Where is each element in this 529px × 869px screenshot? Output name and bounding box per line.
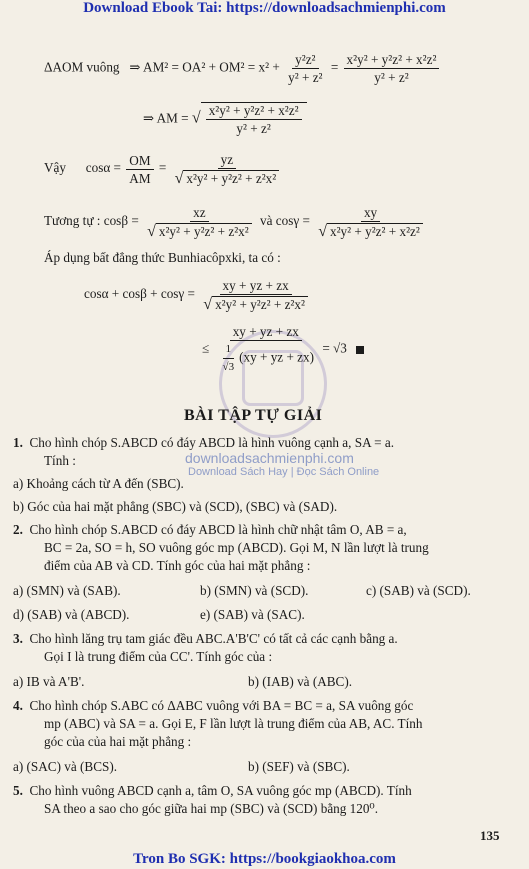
numerator: xz xyxy=(190,205,208,222)
exercise-4b: b) (SEF) và (SBC). xyxy=(248,759,350,774)
denominator xyxy=(315,222,426,239)
text: cosα + cosβ + cosγ = xyxy=(84,286,195,302)
page-number: 135 xyxy=(480,828,500,843)
exercise-2-cont2: điểm của AB và CD. Tính góc của hai mặt phẳng : xyxy=(44,558,311,573)
text: (xy + yz + zx) xyxy=(239,349,315,365)
text: Cho hình chóp S.ABCD có đáy ABCD là hình chữ nhật tâm O, AB = a, xyxy=(29,522,407,537)
text: cosα = xyxy=(85,160,121,176)
radicand: x²y² + y²z² + x²z² xyxy=(327,223,423,239)
formula-line-3 xyxy=(44,152,284,186)
formula-line-1 xyxy=(44,52,441,85)
exercise-5-cont: SA theo a sao cho góc giữa hai mp (SBC) và (SCD) bằng 120⁰. xyxy=(44,801,379,816)
exercise-4 xyxy=(13,698,413,713)
exercise-2b: b) (SMN) và (SCD). xyxy=(200,583,309,598)
fraction xyxy=(206,103,302,136)
text: ≤ xyxy=(202,340,210,356)
exercise-number: 2. xyxy=(13,522,23,537)
exercise-4-cont2: góc của của hai mặt phẳng : xyxy=(44,734,192,749)
fraction xyxy=(172,152,283,186)
exercise-4-cont: mp (ABC) và SA = a. Gọi E, F lần lượt là trung điểm của AB, AC. Tính xyxy=(44,716,423,731)
footer-link[interactable]: Tron Bo SGK: https://bookgiaokhoa.com xyxy=(133,851,396,867)
section-title: BÀI TẬP TỰ GIẢI xyxy=(184,407,323,424)
sqrt-icon: √ xyxy=(191,109,201,127)
denominator: y² + z² xyxy=(374,70,409,85)
text: = √3 xyxy=(322,340,347,356)
exercise-2d: d) (SAB) và (ABCD). xyxy=(13,607,130,622)
fraction xyxy=(285,52,325,85)
watermark-url: downloadsachmienphi.com xyxy=(185,450,354,466)
exercise-3-cont: Gọi I là trung điểm của CC'. Tính góc của : xyxy=(44,649,273,664)
numerator: 1 xyxy=(223,342,235,359)
formula-line-7 xyxy=(202,324,364,375)
denominator: AM xyxy=(129,170,151,186)
text: và cosγ = xyxy=(260,213,310,229)
fraction xyxy=(144,205,255,239)
exercise-2-cont: BC = 2a, SO = h, SO vuông góc mp (ABCD). Gọi M, N lần lượt là trung xyxy=(44,540,429,555)
text: Cho hình chóp S.ABCD có đáy ABCD là hình vuông cạnh a, SA = a. xyxy=(29,435,395,450)
denominator: y² + z² xyxy=(288,70,323,85)
denominator xyxy=(200,295,311,312)
denominator xyxy=(144,222,255,239)
formula-line-6 xyxy=(84,278,313,312)
text: Cho hình vuông ABCD cạnh a, tâm O, SA vuông góc mp (ABCD). Tính xyxy=(29,783,412,798)
exercise-3b: b) (IAB) và (ABC). xyxy=(248,674,353,689)
fraction xyxy=(200,278,311,312)
text: Tương tự : xyxy=(44,213,101,229)
formula-line-4 xyxy=(44,205,428,239)
sqrt-icon: √ xyxy=(147,223,156,240)
denominator xyxy=(215,341,317,375)
fraction xyxy=(215,324,317,375)
numerator: xy xyxy=(361,205,380,222)
numerator: OM xyxy=(126,153,153,170)
fraction xyxy=(126,153,153,186)
fraction xyxy=(344,52,440,85)
exercise-number: 4. xyxy=(13,698,23,713)
exercise-1b: b) Góc của hai mặt phẳng (SBC) và (SCD), (SBC) và (SAD). xyxy=(13,499,338,514)
denominator: √3 xyxy=(222,361,235,373)
radicand xyxy=(201,102,307,136)
radicand: x²y² + y²z² + z²x² xyxy=(156,223,252,239)
radicand: x²y² + y²z² + z²x² xyxy=(212,296,308,312)
exercise-4a: a) (SAC) và (BCS). xyxy=(13,759,118,774)
exercise-3 xyxy=(13,631,398,646)
header-link[interactable]: Download Ebook Tai: https://downloadsachmienphi.com xyxy=(83,0,446,16)
exercise-3a: a) IB và A'B'. xyxy=(13,674,85,689)
exercise-number: 1. xyxy=(13,435,23,450)
numerator: xy + yz + zx xyxy=(230,324,302,341)
exercise-1-cont: Tính : xyxy=(44,453,76,468)
text: Cho hình lăng trụ tam giác đều ABC.A'B'C' có tất cả các cạnh bằng a. xyxy=(29,631,398,646)
watermark-tagline: Download Sách Hay | Đọc Sách Online xyxy=(188,466,380,478)
numerator: x²y² + y²z² + x²z² xyxy=(344,52,440,69)
text: ΔAOM vuông xyxy=(44,59,120,75)
text: ⇒ AM = xyxy=(143,110,189,126)
text: = xyxy=(330,59,339,75)
exercise-number: 3. xyxy=(13,631,23,646)
text: Cho hình chóp S.ABC có ΔABC vuông với BA = BC = a, SA vuông góc xyxy=(29,698,414,713)
text: cosβ = xyxy=(103,213,139,229)
exercise-2a: a) (SMN) và (SAB). xyxy=(13,583,121,598)
numerator: yz xyxy=(218,152,236,169)
radicand: x²y² + y²z² + z²x² xyxy=(183,170,279,186)
denominator: y² + z² xyxy=(236,121,271,136)
end-of-proof-icon xyxy=(356,346,364,354)
exercise-1a: a) Khoảng cách từ A đến (SBC). xyxy=(13,476,184,491)
exercise-5 xyxy=(13,783,412,798)
numerator: y²z² xyxy=(292,52,318,69)
exercise-1 xyxy=(13,435,394,450)
numerator: x²y² + y²z² + x²z² xyxy=(206,103,302,120)
numerator: xy + yz + zx xyxy=(220,278,292,295)
text: = xyxy=(158,160,167,176)
sqrt-icon: √ xyxy=(203,296,213,313)
exercise-2e: e) (SAB) và (SAC). xyxy=(200,607,305,622)
formula-line-2 xyxy=(143,102,307,136)
exercise-number: 5. xyxy=(13,783,23,798)
fraction xyxy=(220,342,238,375)
text: ⇒ AM² = OA² + OM² = x² + xyxy=(129,59,280,75)
fraction xyxy=(315,205,426,239)
exercise-2c: c) (SAB) và (SCD). xyxy=(366,583,471,598)
sqrt-icon: √ xyxy=(318,223,327,240)
text: Vậy xyxy=(44,160,66,176)
sqrt-icon: √ xyxy=(174,170,184,187)
exercise-2 xyxy=(13,522,407,537)
denominator xyxy=(172,169,283,186)
text-line-5: Áp dụng bất đẳng thức Bunhiacôpxki, ta có : xyxy=(44,250,281,265)
